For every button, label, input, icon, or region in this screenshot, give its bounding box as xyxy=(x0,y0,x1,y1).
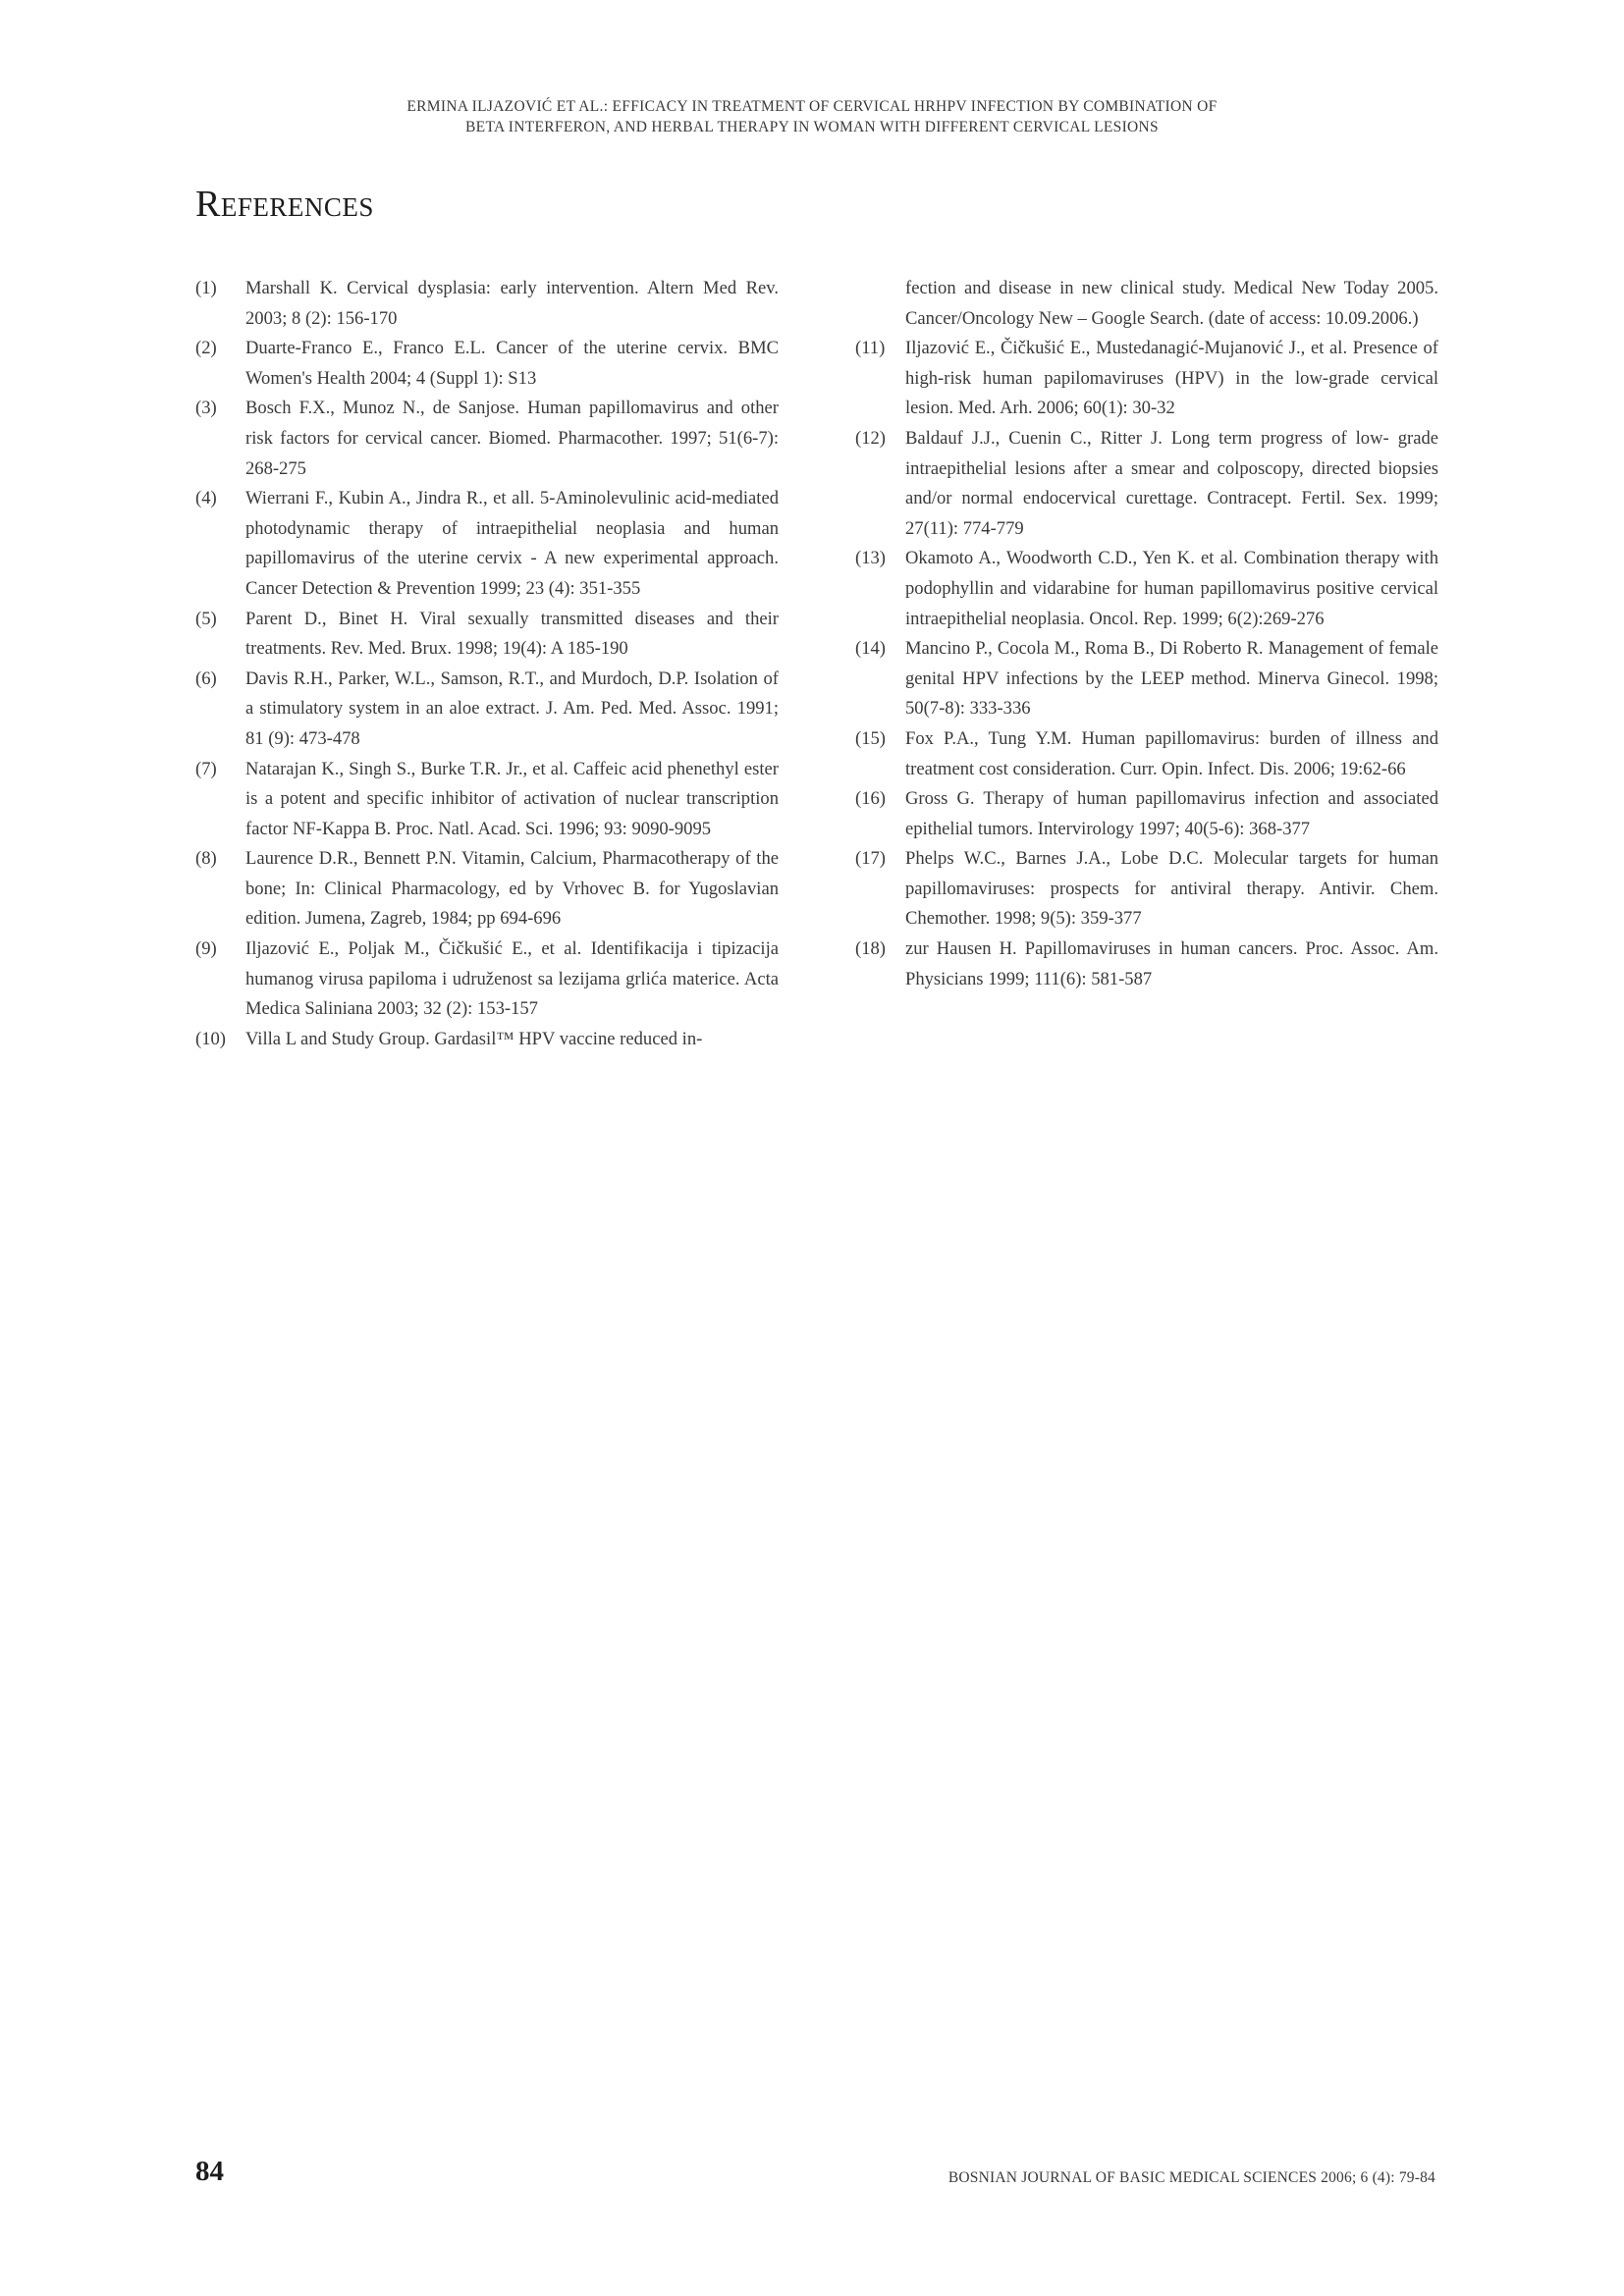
reference-text: Parent D., Binet H. Viral sexually transmitted diseases and their treatments. Rev. Med. Brux. 1998; 19(4): A 185-190 xyxy=(245,608,779,660)
reference-text: Gross G. Therapy of human papillomavirus infection and associated epithelial tumors. Intervirology 1997; 40(5-6): 368-377 xyxy=(905,788,1438,839)
reference-text: fection and disease in new clinical study. Medical New Today 2005. Cancer/Oncology New – Google Search. (date of access: 10.09.2006.) xyxy=(905,278,1438,329)
reference-number: (7) xyxy=(195,758,217,779)
reference-item xyxy=(855,544,1438,634)
reference-number: (16) xyxy=(855,788,886,810)
reference-number: (15) xyxy=(855,727,886,749)
page-number: 84 xyxy=(195,2156,224,2187)
reference-item xyxy=(855,844,1438,934)
reference-item xyxy=(855,724,1438,784)
reference-text: Laurence D.R., Bennett P.N. Vitamin, Calcium, Pharmacotherapy of the bone; In: Clinical Pharmacology, ed by Vrhovec B. for Yugoslavian edition. Jumena, Zagreb, 1984; pp 694-696 xyxy=(245,848,779,930)
reference-text: Phelps W.C., Barnes J.A., Lobe D.C. Molecular targets for human papillomaviruses: prospects for antiviral therapy. Antivir. Chem. Chemother. 1998; 9(5): 359-377 xyxy=(905,848,1438,930)
references-left-column xyxy=(195,274,779,1054)
reference-number: (3) xyxy=(195,398,217,419)
reference-item xyxy=(195,484,779,604)
reference-item xyxy=(195,394,779,484)
reference-item xyxy=(855,334,1438,424)
reference-text: Mancino P., Cocola M., Roma B., Di Roberto R. Management of female genital HPV infections by the LEEP method. Minerva Ginecol. 1998; 50(7-8): 333-336 xyxy=(905,638,1438,720)
reference-number: (5) xyxy=(195,608,217,629)
reference-number: (6) xyxy=(195,667,217,689)
reference-text: Natarajan K., Singh S., Burke T.R. Jr., et al. Caffeic acid phenethyl ester is a potent and specific inhibitor of activation of nuclear transcription factor NF-Kappa B. Proc. Natl. Acad. Sci. 1996; 93: 9090-9095 xyxy=(245,758,779,839)
reference-number: (2) xyxy=(195,338,217,359)
reference-number: (12) xyxy=(855,427,886,449)
section-title: References xyxy=(195,184,374,225)
reference-number: (11) xyxy=(855,338,886,359)
reference-text: zur Hausen H. Papillomaviruses in human cancers. Proc. Assoc. Am. Physicians 1999; 111(6): 581-587 xyxy=(905,938,1438,989)
reference-item xyxy=(195,605,779,665)
reference-text: Iljazović E., Poljak M., Čičkušić E., et al. Identifikacija i tipizacija humanog virusa papiloma i udruženost sa lezijama grlića materice. Acta Medica Saliniana 2003; 32 (2): 153-157 xyxy=(245,938,779,1020)
reference-item-continued xyxy=(855,274,1438,334)
reference-text: Duarte-Franco E., Franco E.L. Cancer of the uterine cervix. BMC Women's Health 2004; 4 (Suppl 1): S13 xyxy=(245,338,779,389)
reference-item xyxy=(195,755,779,845)
reference-item xyxy=(195,844,779,934)
reference-text: Marshall K. Cervical dysplasia: early intervention. Altern Med Rev. 2003; 8 (2): 156-170 xyxy=(245,278,779,329)
reference-item xyxy=(855,424,1438,544)
reference-item xyxy=(195,665,779,755)
reference-number: (13) xyxy=(855,548,886,569)
reference-item xyxy=(195,274,779,334)
reference-number: (8) xyxy=(195,848,217,870)
reference-number: (4) xyxy=(195,488,217,509)
reference-text: Fox P.A., Tung Y.M. Human papillomavirus: burden of illness and treatment cost consideration. Curr. Opin. Infect. Dis. 2006; 19:62-66 xyxy=(905,727,1438,779)
reference-text: Wierrani F., Kubin A., Jindra R., et all. 5-Aminolevulinic acid-mediated photodynamic therapy of intraepithelial neoplasia and human papillomavirus of the uterine cervix - A new experimental approach. Cancer Detection & Prevention 1999; 23 (4): 351-355 xyxy=(245,488,779,599)
reference-item xyxy=(195,1025,779,1055)
reference-text: Bosch F.X., Munoz N., de Sanjose. Human papillomavirus and other risk factors for cervical cancer. Biomed. Pharmacother. 1997; 51(6-7): 268-275 xyxy=(245,398,779,479)
reference-item xyxy=(855,634,1438,724)
reference-number: (18) xyxy=(855,938,886,960)
reference-text: Davis R.H., Parker, W.L., Samson, R.T., and Murdoch, D.P. Isolation of a stimulatory system in an aloe extract. J. Am. Ped. Med. Assoc. 1991; 81 (9): 473-478 xyxy=(245,667,779,749)
reference-number: (10) xyxy=(195,1028,226,1049)
reference-item xyxy=(195,334,779,394)
running-head-line-1: ERMINA ILJAZOVIĆ ET AL.: EFFICACY IN TREATMENT OF CERVICAL HRHPV INFECTION BY COMBINATION OF xyxy=(406,98,1218,115)
reference-item xyxy=(855,934,1438,994)
reference-text: Villa L and Study Group. Gardasil™ HPV vaccine reduced in- xyxy=(245,1028,703,1049)
journal-citation: BOSNIAN JOURNAL OF BASIC MEDICAL SCIENCES 2006; 6 (4): 79-84 xyxy=(947,2169,1435,2186)
reference-number: (14) xyxy=(855,638,886,660)
reference-number: (17) xyxy=(855,848,886,870)
running-head xyxy=(0,96,1624,137)
reference-text: Iljazović E., Čičkušić E., Mustedanagić-Mujanović J., et al. Presence of high-risk human papilomaviruses (HPV) in the low-grade cervical lesion. Med. Arh. 2006; 60(1): 30-32 xyxy=(905,338,1438,419)
reference-item xyxy=(195,934,779,1025)
reference-text: Okamoto A., Woodworth C.D., Yen K. et al. Combination therapy with podophyllin and vidarabine for human papillomavirus positive cervical intraepithelial neoplasia. Oncol. Rep. 1999; 6(2):269-276 xyxy=(905,548,1438,629)
reference-number: (9) xyxy=(195,938,217,960)
references-right-column xyxy=(855,274,1438,994)
reference-text: Baldauf J.J., Cuenin C., Ritter J. Long term progress of low- grade intraepithelial lesions after a smear and colposcopy, directed biopsies and/or normal endocervical curettage. Contracept. Fertil. Sex. 1999; 27(11): 774-779 xyxy=(905,427,1438,539)
reference-item xyxy=(855,784,1438,844)
running-head-line-2: BETA INTERFERON, AND HERBAL THERAPY IN WOMAN WITH DIFFERENT CERVICAL LESIONS xyxy=(465,119,1159,135)
reference-number: (1) xyxy=(195,278,217,298)
